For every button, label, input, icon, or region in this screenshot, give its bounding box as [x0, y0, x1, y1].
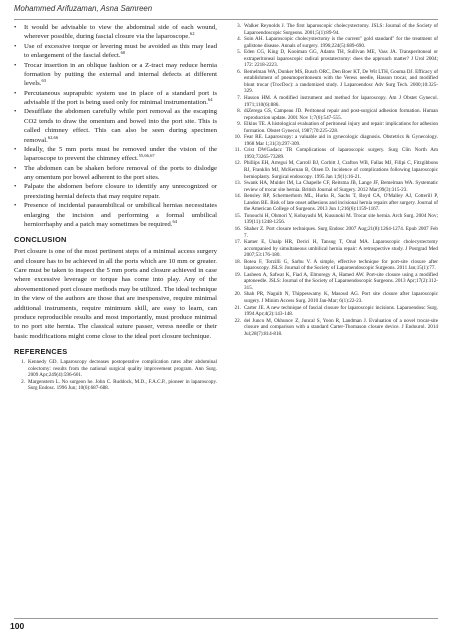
- reference-number: 15.: [234, 212, 241, 219]
- bullet-icon: •: [14, 108, 17, 116]
- reference-number: 16.: [234, 225, 241, 232]
- bullet-icon: •: [14, 164, 17, 172]
- bullet-icon: •: [14, 202, 17, 210]
- reference-item: [230, 23, 438, 36]
- reference-number: 20.: [234, 291, 241, 298]
- bullet-icon: •: [14, 42, 17, 50]
- reference-item: [230, 36, 438, 49]
- footer-divider: [14, 618, 438, 619]
- conclusion-paragraph: Port closure is one of the most pertinent steps of a minimal access surgery and closure has to be achieved in all the ports which are 10 mm or greater. Care must be taken to inspect the 5 mm ports and closure achieved in case where excessive leverage or torque has come into play. Any of the abovementioned port closure methods may be utilized. The ideal technique in the view of the authors are those that are inexpensive, require minimal additional instruments, require minimum skill, are easy to learn, can produce reproducible results and most importantly, must produce minimal to no port site hernia. The classical suture passer, veress needle or their basic modifications might come close to the ideal port closure technique.: [14, 248, 217, 340]
- reference-item: [230, 239, 438, 259]
- reference-text: Shaher Z. Port closure techniques. Surg Endosc 2007 Aug;21(8):1264-1274. Epub 2007 Feb 7.: [244, 225, 438, 239]
- recommendation-text: It would be advisable to view the abdominal side of each wound, wherever possible, during fascial closure via the laparoscope.: [24, 24, 217, 41]
- reference-text: Shah PR, Naguib N, Thippeswamy K, Masoud AG. Port site closure after laparoscopic surgery. J Minim Access Surg. 2010 Jan-Mar; 6(1):22-23.: [244, 291, 438, 304]
- citation-superscript: 55,66,67: [138, 153, 155, 158]
- bullet-icon: •: [14, 145, 17, 153]
- reference-text: Elkins TE. A histological evaluation of peritoneal injury and repair: implications for adhesion formation. Obstet Gynecol, 1987;70:225-228.: [244, 121, 438, 134]
- reference-text: Bemelman WA, Dunker MS, Busch ORC, Den Boer KT, De Wit LTH, Gouma DJ. Efficacy of establishment of pneumoperitoneum with the Veress needle, Hasson trocar, and modified blunt trocar (TrocDoc): a randomized study. J Laparoendosc Adv Surg Tech. 2000;10:325-329.: [244, 68, 438, 95]
- recommendation-text: Desufflate the abdomen carefully while port removal as the escaping CO2 tends to draw the omentum and bowel into the port site. This is called chimney effect. This can also be seen during specimen removal.: [24, 108, 217, 144]
- citation-superscript: 62,66: [47, 134, 59, 140]
- recommendation-item: [14, 23, 217, 42]
- reference-item: [230, 69, 438, 95]
- reference-text: Phillips EH, Arregui M, Carroll BJ, Corbitt J, Crafton WB, Fallas MJ, Filipi C, Fitzgibbons RJ, Franklin MJ, McKernan B, Olsen D. Incidence of complications following laparoscopic hernioplasty. Surgical endoscopy. 1995 Jan 1;9(1):16-21.: [244, 160, 438, 180]
- reference-item: [230, 95, 438, 108]
- reference-item: [230, 160, 438, 180]
- reference-number: 3.: [237, 23, 241, 29]
- reference-number: 6.: [237, 68, 241, 75]
- references-list-left: [14, 359, 217, 392]
- reference-item: [230, 272, 438, 292]
- reference-item: [230, 134, 438, 147]
- reference-item: [230, 259, 438, 272]
- recommendation-text: Use of excessive torque or levering must be avoided as this may lead to enlargement of the fascial defect.: [24, 42, 217, 60]
- bullet-icon: •: [14, 61, 17, 69]
- recommendation-list: [14, 23, 217, 229]
- bullet-icon: •: [14, 24, 17, 31]
- references-heading: REFERENCES: [14, 347, 68, 356]
- reference-text: Carter JE. A new technique of fascial closure for laparoscopic incisions. Laparoendosc Surg. 1994 Apr;4(2):143-148.: [244, 304, 438, 318]
- recommendation-item: [14, 42, 217, 61]
- recommendation-item: [14, 61, 217, 89]
- reference-text: del Junco M, Okhunov Z, Juncal S, Yoon R, Landman J. Evaluation of a novel trocar-site closure and comparison with a standard Carter-Thomason closure device. J Endourol. 2014 Jul;28(7):814-818.: [244, 317, 438, 337]
- references-list-right: [230, 23, 438, 337]
- reference-number: 19.: [234, 271, 241, 278]
- reference-text: Eden CG, King D, Kooiman GG, Adams TH, Sullivan ME, Vass JA. Transperitoneal or extraperitoneal laparoscopic radical prostatectomy: does the approach matter? J Urol 2004; 172: 2218-2223.: [244, 49, 438, 69]
- reference-number: 12.: [234, 160, 241, 167]
- conclusion-heading: CONCLUSION: [14, 235, 67, 245]
- reference-item: [230, 226, 438, 239]
- reference-number: 7.: [237, 95, 241, 102]
- recommendation-text: Palpate the abdomen before closure to identify any unrecognized or preexisting hernial defects that may require repair.: [24, 183, 217, 200]
- recommendation-item: [14, 201, 217, 229]
- reference-number: 13.: [234, 180, 241, 187]
- reference-text: Hasson HM. A modified instrument and method for laparoscopy. Am J Obstet Gynecol. 1971;110(6):886.: [244, 95, 438, 108]
- recommendation-item: [14, 89, 217, 108]
- bullet-icon: •: [14, 183, 17, 191]
- recommendation-text: The abdomen can be shaken before removal of the ports to dislodge any omentum por bowel adherent to the port sites.: [24, 164, 217, 181]
- bullet-icon: •: [14, 89, 17, 97]
- reference-item: [230, 147, 438, 160]
- right-column: [230, 23, 438, 337]
- citation-superscript: 63: [41, 78, 47, 83]
- reference-text: diZerega GS, Campeau JD. Peritoneal repair and post-surgical adhesion formation. Human reproduction update. 2001 Nov 1;7(6):547-555.: [244, 108, 438, 121]
- reference-text: Botea F, Torzilli G, Sarbu V. A simple, effective technique for port-site closure after laparoscopy. JSLS: Journal of the Society of Laparoendoscopic Surgeons. 2011 Jan;15(1):77.: [244, 258, 438, 272]
- left-column: [14, 23, 217, 392]
- reference-text: Tonouchi H, Ohmori Y, Kobayashi M, Kusunoki M. Trocar site hernia. Arch Surg. 2004 Nov; 139(11):1248-1256.: [244, 212, 438, 226]
- reference-number: 21.: [234, 304, 241, 311]
- reference-item: [14, 359, 217, 379]
- reference-item: [230, 108, 438, 121]
- recommendation-item: [14, 145, 217, 164]
- recommendation-text: Presence of incidental paraumbilical or umbilical hernias necessitates enlarging the incision and performing a formal umbilical herniorrhaphy and a patch may sometimes be required.: [24, 202, 217, 228]
- reference-text: Margenstern L. No surgeon he. John C. Ruddock, M.D., F.A.C.P., pioneer in laparoscopy. Surg Endosc. 1996 Jun; 10(6):687-688.: [28, 378, 217, 392]
- reference-item: [230, 318, 438, 338]
- reference-text: Bensley RP, Schermerhorn ML, Hurks R, Sachs T, Boyd CA, O'Malley AJ, Cotterill P, Landon BE. Risk of late onset adhesions and incisional hernia repairs after surgery. Journal of the American College of Surgeons. 2013 Jun 1;216(6):1159-1167.: [244, 193, 438, 213]
- recommendation-item: [14, 164, 217, 183]
- reference-number: 11.: [234, 147, 241, 154]
- reference-item: [230, 180, 438, 193]
- recommendation-text: Trocar insertion in an oblique fashion or a Z-tract may reduce hernia formation by putting the external and internal defects at different levels.: [24, 61, 217, 88]
- citation-superscript: 62: [189, 31, 195, 37]
- citation-superscript: 60: [120, 49, 126, 55]
- reference-number: 8.: [237, 108, 241, 115]
- running-header: [14, 2, 438, 20]
- reference-number: 17.: [234, 239, 241, 246]
- reference-number: 22.: [234, 317, 241, 324]
- citation-superscript: 64: [207, 96, 213, 102]
- reference-item: [230, 49, 438, 69]
- reference-item: [230, 305, 438, 318]
- reference-text: Kennedy GD. Laparoscopy decreases postoperative complication rates after abdominal colectomy: results from the national surgical quality improvement program. Ann Surg. 2009 Apr;249(4):596-601.: [28, 359, 217, 379]
- reference-number: 9.: [237, 121, 241, 128]
- reference-number: 1.: [21, 359, 25, 365]
- reference-text: Walker Reynolds J. The first laparoscopic cholecystectomy. JSLS: Journal of the Society of Laparoendoscopic Surgeons. 2001;5(1):89-94.: [244, 23, 438, 36]
- reference-number: 2.: [21, 378, 25, 385]
- reference-text: Swank HA, Mulder IM, La Chapelle CF, Reitsma JB, Lange JF, Bemelman WA. Systematic review of trocar site hernia. British Journal of Surgery. 2012 Mar;99(3):315-23.: [244, 180, 438, 193]
- reference-number: 10.: [234, 134, 241, 141]
- running-header-authors: Mohammed Arifuzaman, Asna Samreen: [14, 4, 153, 13]
- reference-text: Crist DWGadacz TR Complications of laparoscopic surgery. Surg Clin North Am 1993;73265-73289.: [244, 147, 438, 160]
- reference-item: [230, 121, 438, 134]
- citation-superscript: 64: [172, 218, 178, 224]
- recommendation-text: Percutaneous suprapubic system use in place of a standard port is advisable if the port is being used only for minimal instrumentation.: [24, 89, 217, 106]
- reference-number: 4.: [237, 36, 241, 43]
- reference-text: Kamer E, Unalp HR, Derici H, Tansug T, Onal MA. Laparoscopic cholecystectomy accompanied by simultaneous umbilical hernia repair: A retrospective study. J Postgrad Med 2007;53:176-180.: [244, 239, 438, 259]
- reference-number: 5.: [237, 49, 241, 56]
- recommendation-text: Ideally, the 5 mm ports must be removed under the vision of the laparoscope to prevent the chimney effect.: [24, 145, 217, 163]
- reference-text: Soin AH. Laparoscopic cholecystectomy is the current" gold standard" for the treatment of gallstone disease. Annals of surgery. 1996;224(5):689-690.: [244, 36, 438, 49]
- reference-item: [230, 193, 438, 213]
- reference-item: [230, 291, 438, 304]
- reference-number: 18.: [234, 258, 241, 265]
- page-number: 100: [10, 621, 25, 631]
- reference-number: 14.: [234, 193, 241, 200]
- recommendation-item: [14, 182, 217, 201]
- reference-item: [230, 213, 438, 226]
- reference-text: Lasheen A, Safwat K, Fiad A, Elmoregy A, Hamed AW. Port-site closure using a modified aptoneedle. JSLS: Journal of the Society of Laparoendoscopic Surgeons. 2013 Apr;17(2):312-315.: [244, 271, 438, 291]
- reference-text: Fear RE. Laparoscopy: a valuable aid in gynecologic diagnosis. Obstetrics & Gynecology. 1968 Mar 1;31(3):297-309.: [244, 134, 438, 147]
- recommendation-item: [14, 107, 217, 145]
- reference-item: [14, 379, 217, 392]
